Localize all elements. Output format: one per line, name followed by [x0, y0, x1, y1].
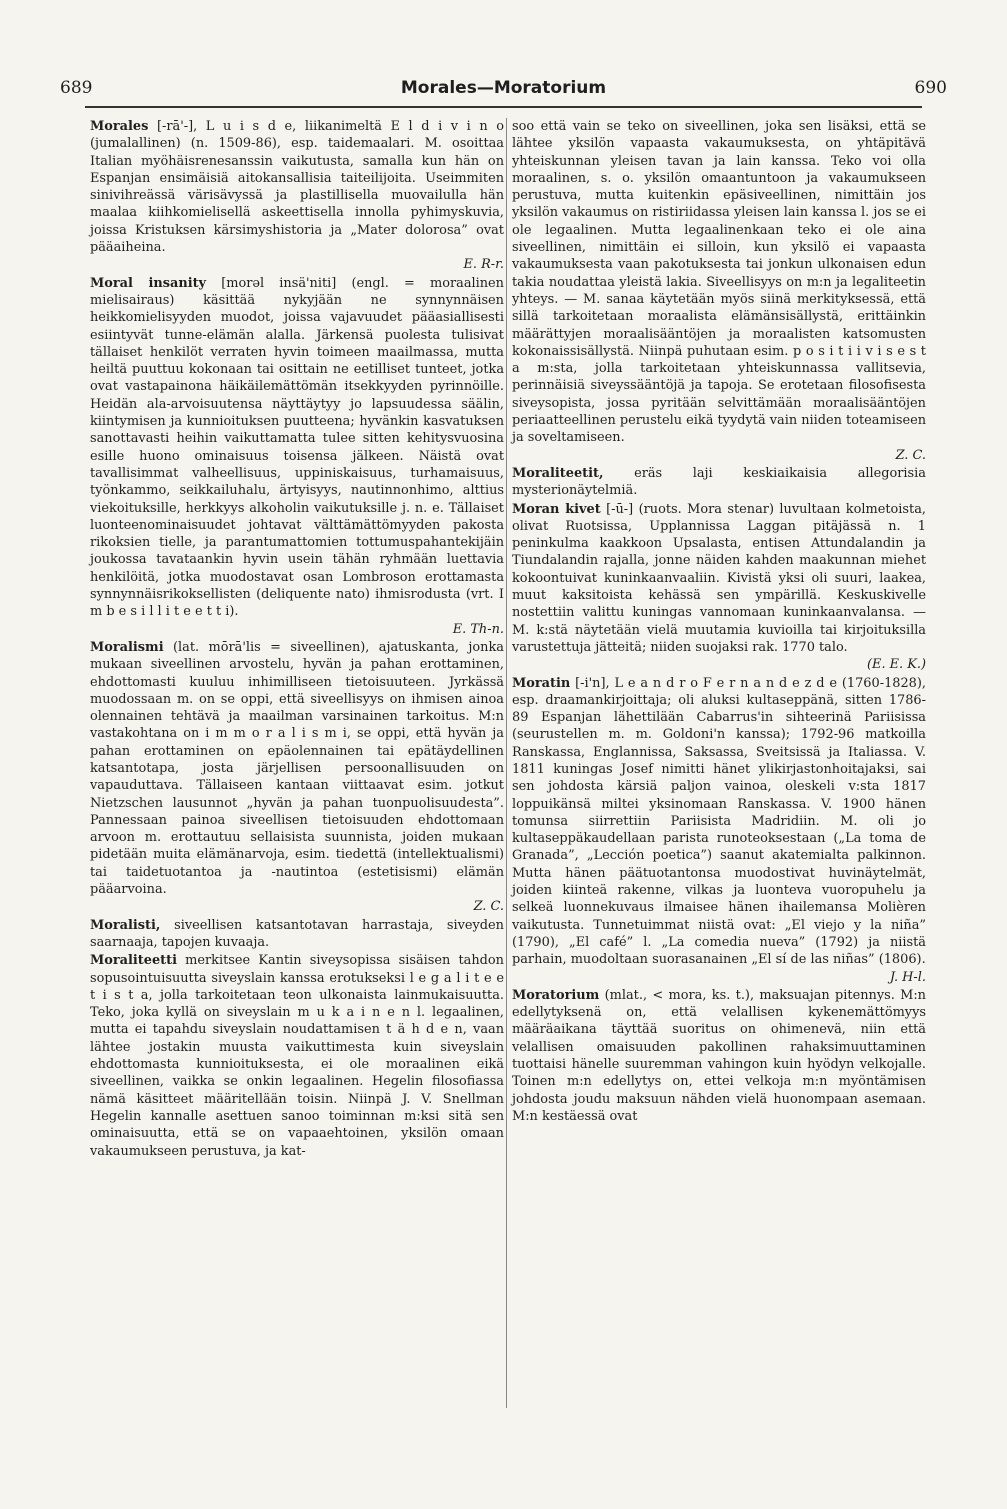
entry-headword: Moraliteetit,	[512, 465, 604, 481]
entry-headword: Morales	[90, 119, 149, 134]
dictionary-entry	[512, 675, 926, 986]
entry-headword: Moratorium	[512, 987, 600, 1003]
dictionary-entry	[512, 465, 926, 500]
header-rule	[85, 106, 922, 108]
running-title: Morales—Moratorium	[400, 78, 607, 98]
dictionary-entry	[512, 987, 926, 1125]
dictionary-entry	[90, 917, 504, 952]
entry-headword: Moral insanity	[90, 275, 207, 291]
column-separator	[506, 118, 507, 1408]
page-number-left: 689	[60, 78, 93, 98]
entry-headword: Moralisti,	[90, 917, 161, 933]
dictionary-entry	[512, 118, 926, 464]
entry-headword: Moralismi	[90, 639, 164, 655]
entry-body: [-i'n], L e a n d r o F e r n a n d e z d e (1760-1828), esp. draamankirjoittaja; oli aluksi kultaseppänä, sitten 1786-89 Espanjan lähettilään Cabarrus'in sihteerinä Pariisissa (seurustellen m. m. Goldoni'n kanssa); 1792-96 matkoilla Ranskassa, Englannissa, Saksassa, Sveitsissä ja Italiassa. V. 1811 kuningas Josef nimitti hänet ylikirjastonhoitajaksi, sai sen johdosta kärsiä paljon vainoa, oleskeli v:sta 1817 loppuikänsä miltei yksinomaan Ranskassa. V. 1900 hänen tomunsa siirrettiin Pariisista Madridiin. M. oli jo kultaseppäkaudellaan parista runoteoksestaan („La toma de Granada”, „Lección poetica”) saanut akatemialta palkinnon. Mutta hänen päätuotantonsa muodostivat huvinäytelmät, joiden kiinteä rakenne, vilkas ja luonteva vuoropuhelu ja selkeä luonnekuvaus ilmaisee hänen ihailemansa Molièren vaikutusta. Tunnetuimmat niistä ovat: „El viejo y la niña” (1790), „El café” l. „La comedia nueva” (1792) ja niistä parhain, muodoltaan suorasanainen „El sí de las niñas” (1806).	[512, 675, 926, 968]
author-signature: E. R-r.	[463, 257, 504, 273]
entry-body: (mlat., < mora, ks. t.), maksuajan pitennys. M:n edellytyksenä on, että velallisen kykenemättömyys määräaikana täyttää suoritus on ohimenevä, niin että velallisen omaisuuden pakollinen rahaksimuuttaminen tuottaisi hänelle suuremman vahingon kuin hyödyn velkojalle. Toinen m:n edellytys on, ettei velkoja m:n myöntämisen johdosta joudu maksuun nähden vielä huonompaan asemaan. M:n kestäessä ovat	[512, 987, 926, 1124]
entry-body: siveellisen katsantotavan harrastaja, siveyden saarnaaja, tapojen kuvaaja.	[90, 917, 504, 950]
entry-headword: Moratin	[512, 675, 571, 691]
author-signature: Z. C.	[473, 899, 504, 915]
dictionary-entry	[90, 952, 504, 1160]
left-column	[90, 118, 504, 1161]
entry-body: soo että vain se teko on siveellinen, joka sen lisäksi, että se lähtee yksilön vapaasta vakaumuksesta, on yhtäpitävä yhteiskunnan yleisen tavan ja lain kanssa. Teko voi olla moraalinen, s. o. yksilön omaantuntoon ja vakaumukseen perustuva, mutta kuitenkin epäsiveellinen, nimittäin jos yksilön vakaumus on ristiriidassa yleisen lain kanssa l. jos se ei ole legaalinen. Mutta legaalinenkaan teko ei ole aina siveellinen, nimittäin ei silloin, kun yksilö ei vapaasta vakaumuksesta vaan pakotuksesta tai jonkun ulkonaisen edun takia noudattaa yleistä lakia. Siveellisyys on m:n ja legaliteetin yhteys. — M. sanaa käytetään myös siinä merkityksessä, että sillä tarkoitetaan moraalista elämänsisällystä, erittäinkin määrättyjen moraalisääntöjen ja moraalisten katsomusten kokonaissisällystä. Niinpä puhutaan esim. p o s i t i i v i s e s t a m:sta, jolla tarkoitetaan yhteiskunnassa vallitsevia, perinnäisiä siveyssääntöjä ja tapoja. Se erotetaan filosofisesta siveysopista, jossa pyritään selvittämään moraalisääntöjen periaatteellinen perustelu eikä tyydytä vain niiden toteamiseen ja soveltamiseen.	[512, 119, 927, 446]
author-signature: E. Th-n.	[452, 621, 504, 637]
page-number-right: 690	[914, 78, 947, 98]
author-signature: (E. E. K.)	[867, 657, 926, 673]
author-signature: J. H-l.	[889, 969, 926, 985]
right-column	[512, 118, 926, 1126]
entry-body: merkitsee Kantin siveysopissa sisäisen tahdon sopusointuisuutta siveyslain kanssa erotukseksi l e g a l i t e e t i s t a, jolla tarkoitetaan teon ulkonaista lainmukaisuutta. Teko, joka kyllä on siveyslain m u k a i n e n l. legaalinen, mutta ei tapahdu siveyslain noudattamisen t ä h d e n, vaan lähtee jostakin muusta vaikuttimesta kuin siveyslain ehdottomasta kunnioituksesta, ei ole moraalinen eikä siveellinen, vaikka se onkin legaalinen. Hegelin filosofiassa nämä käsitteet määritellään toisin. Niinpä J. V. Snellman Hegelin kannalle asettuen sanoo toiminnan m:ksi sitä sen ominaisuutta, että se on vapaaehtoinen, yksilön omaan vakaumukseen perustuva, ja kat-	[90, 953, 504, 1159]
author-signature: Z. C.	[895, 447, 926, 463]
page-header	[60, 78, 947, 102]
dictionary-entry	[90, 118, 504, 274]
entry-headword: Moraliteetti	[90, 953, 177, 969]
entry-body: [morəl insä'niti] (engl. = moraalinen mielisairaus) käsittää nykyjään ne synnynnäisen heikkomielisyyden muodot, joissa vajavuudet pääasiallisesti esiintyvät tunne-elämän alalla. Järkensä puolesta tulisivat tällaiset henkilöt verraten hyvin toimeen maailmassa, mutta heiltä puuttuu kokonaan tai osittain ne eetilliset tunteet, jotka ovat vastapainona häikäilemättömän itsekkyyden pyrinnöille. Heidän ala-arvoisuutensa näyttäytyy jo lapsuudessa säälin, kiintymisen ja kunnioituksen puutteena; hyvänkin kasvatuksen sanottavasti heihin vaikuttamatta tulee sitten kehitysvuosina esille huono ominaisuus toisensa jälkeen. Näistä ovat tavallisimmat valheellisuus, uppiniskaisuus, turhamaisuus, työnkammo, seikkailuhalu, ärtyisyys, nautinnonhimo, alttius viekoituksille, herkkyys alkoholin vaikutuksille j. n. e. Tällaiset luonteenominaisuudet johtavat välttämättömyyden pakosta rikoksien tielle, ja parantumattomien tottumuspahantekijäin joukossa tavataankin hyvin usein tähän ryhmään luettavia henkilöitä, jotka muodostavat osan Lombroson erottamasta synnynnäisrikoksellisten (deliquente nato) ihmisrodusta (vrt. I m b e s i l l i t e e t t i).	[90, 275, 504, 620]
entry-body: [-rā'-], L u i s d e, liikanimeltä E l d i v i n o (jumalallinen) (n. 1509-86), esp. taidemaalari. M. osoittaa Italian myöhäisrenesanssin vaikutusta, samalla kun hän on Espanjan ensimäisiä aitokansallisia taiteilijoita. Useimmiten sinivihreässä värisävyssä ja plastillisella muovailulla hän maalaa kiihkomielisellä askeettisella innolla pyhimyskuvia, joissa Kristuksen kärsimyshistoria ja „Mater dolorosa” ovat pääaiheina.	[90, 119, 504, 256]
dictionary-entry	[512, 501, 926, 674]
dictionary-entry	[90, 275, 504, 638]
entry-body: eräs laji keskiaikaisia allegorisia mysterionäytelmiä.	[512, 465, 926, 499]
entry-body: (lat. mōrā'lis = siveellinen), ajatuskanta, jonka mukaan siveellinen arvostelu, hyvän ja pahan erottaminen, ehdottomasti kuuluu inhimilliseen tietoisuuteen. Jyrkässä muodossaan m. on se oppi, että siveellisyys on ihmisen ainoa olennainen tehtävä ja maailman varsinainen tarkoitus. M:n vastakohtana on i m m o r a l i s m i, se oppi, että hyvän ja pahan erottaminen on epäolennainen tai epätäydellinen katsantotapa, josta järjellisen persoonallisuuden on vapauduttava. Tällaiseen kantaan viittaavat esim. jotkut Nietzschen lausunnot „hyvän ja pahan tuonpuolisuudesta”. Pannessaan painoa siveellisen tietoisuuden ehdottomaan arvoon m. erottautuu sellaisista suunnista, joiden mukaan pidetään muita elämänarvoja, esim. tiedettä (intellektualismi) tai taidetuotantoa ja -nautintoa (estetisismi) elämän pääarvoina.	[90, 639, 504, 898]
entry-body: [-ū-] (ruots. Mora stenar) luvultaan kolmetoista, olivat Ruotsissa, Upplannissa Laggan pitäjässä n. 1 peninkulma kaakkoon Upsalasta, entisen Attundalandin ja Tiundalandin rajalla, jonne näiden kahden maakunnan miehet kokoontuivat kuninkaanvaaliin. Kivistä yksi oli suuri, laakea, muut kaksitoista kehässä sen ympärillä. Keskuskivelle nostettiin valittu kuningas vannomaan kuninkaanvalansa. — M. k:stä näytetään vielä muutamia kuvioilla tai kirjoituksilla varustettuja jätteitä; niiden suojaksi rak. 1770 talo.	[512, 501, 926, 655]
entry-headword: Moran kivet	[512, 501, 601, 517]
dictionary-entry	[90, 639, 504, 916]
